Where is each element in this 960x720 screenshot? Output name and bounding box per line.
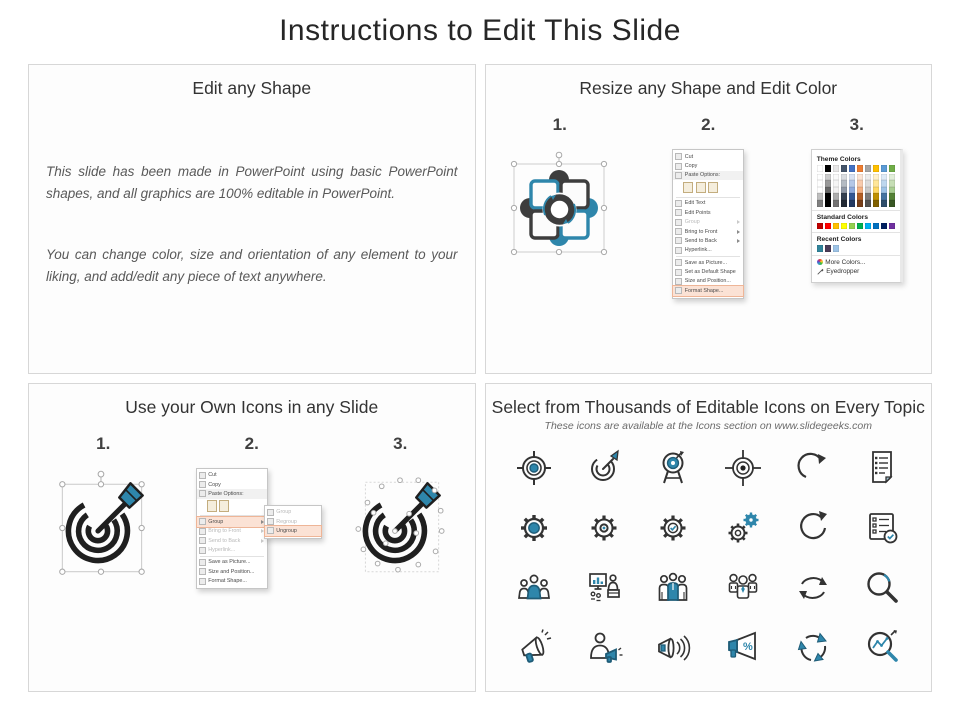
target-icon-ungrouped bbox=[344, 468, 456, 590]
color-swatch[interactable] bbox=[833, 223, 840, 230]
recent-colors-row bbox=[817, 245, 895, 252]
resize-step-3 bbox=[783, 115, 932, 299]
panel-own-icons bbox=[28, 383, 476, 693]
target-crosshair-icon bbox=[514, 448, 554, 488]
paste-picture-icon[interactable] bbox=[708, 182, 718, 194]
menu-item-label: Hyperlink... bbox=[684, 247, 712, 254]
team-icon bbox=[653, 568, 693, 608]
color-tint-swatch[interactable] bbox=[857, 187, 864, 194]
color-swatch[interactable] bbox=[833, 165, 840, 172]
more-colors-item[interactable] bbox=[817, 259, 895, 266]
page-title: Instructions to Edit This Slide bbox=[279, 14, 681, 47]
color-swatch[interactable] bbox=[833, 245, 840, 252]
target-board-icon bbox=[653, 448, 693, 488]
color-tint-swatch[interactable] bbox=[881, 187, 888, 194]
color-swatch[interactable] bbox=[865, 165, 872, 172]
regroup-icon bbox=[267, 518, 274, 525]
menu-item-bring-to-front[interactable] bbox=[673, 227, 743, 236]
color-swatch[interactable] bbox=[881, 165, 888, 172]
panel-edit-shape bbox=[28, 64, 476, 374]
menu-item-paste-options[interactable] bbox=[673, 171, 743, 180]
panel-resize-shape bbox=[485, 64, 933, 374]
color-swatch[interactable] bbox=[849, 223, 856, 230]
svg-text:%: % bbox=[743, 640, 753, 653]
cut-icon bbox=[199, 472, 206, 479]
color-tint-swatch[interactable] bbox=[873, 200, 880, 207]
color-tint-swatch[interactable] bbox=[817, 187, 824, 194]
color-tint-swatch[interactable] bbox=[865, 187, 872, 194]
color-tint-swatch[interactable] bbox=[833, 174, 840, 181]
icon-grid bbox=[500, 438, 918, 678]
menu-item-send-to-back bbox=[197, 536, 267, 545]
color-swatch[interactable] bbox=[873, 165, 880, 172]
step-number: 2. bbox=[701, 115, 716, 134]
color-tint-swatch[interactable] bbox=[849, 174, 856, 181]
menu-item-group bbox=[673, 217, 743, 226]
submenu-item-regroup bbox=[265, 517, 321, 526]
paste-picture-icon[interactable] bbox=[219, 500, 229, 512]
menu-item-hyperlink bbox=[197, 545, 267, 554]
color-tint-swatch[interactable] bbox=[857, 180, 864, 187]
color-tint-swatch[interactable] bbox=[849, 187, 856, 194]
menu-item-label: Group bbox=[208, 518, 224, 525]
color-swatch[interactable] bbox=[825, 245, 832, 252]
color-tint-swatch[interactable] bbox=[873, 187, 880, 194]
color-tint-swatch[interactable] bbox=[873, 174, 880, 181]
people-group-icon bbox=[514, 568, 554, 608]
context-menu bbox=[672, 149, 744, 299]
theme-colors-row bbox=[817, 165, 895, 172]
refresh-arrow-icon bbox=[793, 508, 833, 548]
menu-item-save-as-picture[interactable] bbox=[673, 258, 743, 267]
color-tint-swatch[interactable] bbox=[889, 200, 896, 207]
panel-resize-shape-title: Resize any Shape and Edit Color bbox=[579, 78, 838, 98]
submenu-arrow-icon bbox=[737, 220, 740, 224]
paste-keep-formatting-icon[interactable] bbox=[207, 500, 217, 512]
color-tint-swatch[interactable] bbox=[865, 193, 872, 200]
menu-item-cut[interactable] bbox=[197, 471, 267, 480]
edit-shape-paragraph-1: This slide has been made in PowerPoint using basic PowerPoint shapes, and all graphics are 100% editable in PowerPoint. bbox=[46, 164, 458, 201]
menu-item-send-to-back[interactable] bbox=[673, 236, 743, 245]
audience-icon bbox=[723, 568, 763, 608]
send-to-back-icon bbox=[199, 537, 206, 544]
menu-separator bbox=[200, 556, 264, 557]
menu-separator bbox=[676, 256, 740, 257]
menu-separator bbox=[200, 515, 264, 516]
color-swatch[interactable] bbox=[817, 165, 824, 172]
step-number: 3. bbox=[393, 433, 408, 453]
color-tint-swatch[interactable] bbox=[849, 200, 856, 207]
color-swatch[interactable] bbox=[825, 223, 832, 230]
panels-grid bbox=[28, 64, 932, 692]
menu-item-label: Bring to Front bbox=[208, 528, 241, 535]
group-submenu bbox=[264, 505, 322, 539]
color-tint-swatch[interactable] bbox=[817, 200, 824, 207]
panel-icon-library-subtitle: These icons are available at the Icons section on www.slidegeeks.com bbox=[544, 419, 872, 432]
announcer-icon bbox=[584, 628, 624, 668]
own-icons-step-1 bbox=[29, 434, 178, 590]
menu-item-label: Regroup bbox=[276, 518, 297, 525]
menu-item-label: Paste Options: bbox=[208, 490, 244, 497]
gear-filled-icon bbox=[514, 508, 554, 548]
menu-separator bbox=[676, 197, 740, 198]
menu-item-group[interactable] bbox=[197, 517, 267, 526]
panel-icon-library bbox=[485, 383, 933, 693]
resize-step-2 bbox=[634, 115, 783, 299]
menu-item-label: Paste Options: bbox=[684, 172, 721, 179]
color-tint-swatch[interactable] bbox=[833, 180, 840, 187]
menu-item-set-default-shape[interactable] bbox=[673, 267, 743, 276]
menu-item-label: Edit Text bbox=[684, 200, 706, 207]
color-swatch[interactable] bbox=[841, 165, 848, 172]
color-tint-swatch[interactable] bbox=[889, 174, 896, 181]
color-tint-swatch[interactable] bbox=[833, 193, 840, 200]
menu-item-copy[interactable] bbox=[673, 161, 743, 170]
paste-options-row bbox=[197, 499, 267, 515]
menu-item-format-shape[interactable] bbox=[197, 577, 267, 586]
menu-item-format-shape[interactable] bbox=[673, 286, 743, 295]
menu-item-label: Cut bbox=[208, 472, 217, 479]
color-tint-swatch[interactable] bbox=[841, 180, 848, 187]
color-tint-swatch[interactable] bbox=[889, 180, 896, 187]
more-colors-label: More Colors... bbox=[825, 258, 866, 266]
resize-steps bbox=[486, 115, 932, 299]
task-checklist-icon bbox=[862, 508, 902, 548]
recent-colors-label: Recent Colors bbox=[816, 236, 862, 244]
color-tint-swatch[interactable] bbox=[841, 193, 848, 200]
group-context-menu bbox=[196, 468, 297, 589]
copy-icon bbox=[675, 163, 682, 170]
magnifier-icon bbox=[862, 568, 902, 608]
menu-item-save-as-picture[interactable] bbox=[197, 558, 267, 567]
menu-item-label: Hyperlink... bbox=[208, 547, 236, 554]
menu-item-label: Save as Picture... bbox=[208, 559, 251, 566]
panel-icon-library-title: Select from Thousands of Editable Icons on Every Topic bbox=[491, 396, 925, 417]
submenu-arrow-icon bbox=[737, 239, 740, 243]
rotate-arrow-icon bbox=[793, 448, 833, 488]
document-checklist-icon bbox=[862, 448, 902, 488]
color-swatch[interactable] bbox=[825, 165, 832, 172]
save-picture-icon bbox=[675, 259, 682, 266]
color-swatch[interactable] bbox=[841, 223, 848, 230]
color-tint-swatch[interactable] bbox=[857, 193, 864, 200]
menu-item-label: Size and Position... bbox=[208, 568, 255, 575]
more-colors-icon bbox=[817, 259, 823, 265]
panel-edit-shape-title: Edit any Shape bbox=[192, 78, 312, 98]
ungroup-icon bbox=[267, 527, 274, 534]
analytics-magnifier-icon bbox=[862, 628, 902, 668]
paste-icon bbox=[675, 172, 682, 179]
edit-shape-paragraph-2: You can change color, size and orientation of any element to your liking, and add/edit any piece of text anywhere. bbox=[46, 247, 458, 284]
size-position-icon bbox=[675, 278, 682, 285]
step-number: 2. bbox=[244, 433, 259, 453]
target-icon-grouped bbox=[47, 468, 159, 590]
color-tint-swatch[interactable] bbox=[825, 200, 832, 207]
theme-colors-label: Theme Colors bbox=[816, 156, 861, 163]
menu-item-label: Copy bbox=[208, 481, 221, 488]
menu-item-edit-text[interactable] bbox=[673, 199, 743, 208]
menu-item-edit-points[interactable] bbox=[673, 208, 743, 217]
menu-item-label: Bring to Front bbox=[684, 228, 718, 235]
color-tint-swatch[interactable] bbox=[873, 193, 880, 200]
submenu-arrow-icon bbox=[737, 230, 740, 234]
menu-item-label: Edit Points bbox=[684, 209, 711, 216]
cut-icon bbox=[675, 153, 682, 160]
color-swatch[interactable] bbox=[865, 223, 872, 230]
color-tint-swatch[interactable] bbox=[841, 187, 848, 194]
edit-text-icon bbox=[675, 200, 682, 207]
color-tint-swatch[interactable] bbox=[865, 174, 872, 181]
color-tint-swatch[interactable] bbox=[881, 174, 888, 181]
color-tint-swatch[interactable] bbox=[817, 193, 824, 200]
resize-step-1 bbox=[486, 115, 635, 299]
menu-item-label: Format Shape... bbox=[684, 287, 724, 294]
menu-item-label: Copy bbox=[684, 163, 698, 170]
default-shape-icon bbox=[675, 269, 682, 276]
color-tint-swatch[interactable] bbox=[857, 200, 864, 207]
menu-item-label: Set as Default Shape bbox=[684, 269, 736, 276]
hyperlink-icon bbox=[675, 247, 682, 254]
menu-item-label: Ungroup bbox=[276, 527, 297, 534]
format-shape-icon bbox=[199, 578, 206, 585]
submenu-arrow-icon bbox=[261, 539, 264, 543]
color-tint-swatch[interactable] bbox=[889, 193, 896, 200]
bring-to-front-icon bbox=[199, 528, 206, 535]
menu-item-size-position[interactable] bbox=[197, 567, 267, 576]
color-swatch[interactable] bbox=[881, 223, 888, 230]
paste-options-row bbox=[673, 180, 743, 196]
submenu-item-ungroup[interactable] bbox=[265, 526, 321, 535]
paste-merge-formatting-icon[interactable] bbox=[696, 182, 706, 194]
menu-item-label: Group bbox=[684, 219, 700, 226]
color-swatch[interactable] bbox=[889, 165, 896, 172]
gear-check-icon bbox=[653, 508, 693, 548]
eyedropper-label: Eyedropper bbox=[826, 268, 860, 276]
picker-divider bbox=[812, 210, 900, 211]
target-dart-icon bbox=[584, 448, 624, 488]
theme-tints-grid bbox=[817, 174, 895, 207]
color-tint-swatch[interactable] bbox=[817, 180, 824, 187]
own-icons-steps bbox=[29, 434, 475, 590]
standard-colors-row bbox=[817, 223, 895, 230]
color-tint-swatch[interactable] bbox=[881, 180, 888, 187]
color-tint-swatch[interactable] bbox=[865, 200, 872, 207]
picker-divider bbox=[812, 255, 900, 256]
paste-icon bbox=[199, 490, 206, 497]
color-swatch[interactable] bbox=[857, 165, 864, 172]
size-position-icon bbox=[199, 568, 206, 575]
submenu-item-group bbox=[265, 508, 321, 517]
color-picker bbox=[811, 149, 903, 283]
megaphone-icon bbox=[514, 628, 554, 668]
color-tint-swatch[interactable] bbox=[825, 174, 832, 181]
color-tint-swatch[interactable] bbox=[825, 187, 832, 194]
color-tint-swatch[interactable] bbox=[889, 187, 896, 194]
menu-item-label: Cut bbox=[684, 153, 694, 160]
panel-own-icons-title: Use your Own Icons in any Slide bbox=[125, 396, 379, 417]
color-tint-swatch[interactable] bbox=[865, 180, 872, 187]
menu-item-size-position[interactable] bbox=[673, 277, 743, 286]
standard-colors-label: Standard Colors bbox=[816, 213, 869, 221]
color-swatch[interactable] bbox=[817, 245, 824, 252]
eyedropper-item[interactable] bbox=[817, 268, 895, 275]
color-tint-swatch[interactable] bbox=[841, 200, 848, 207]
group-icon bbox=[675, 219, 682, 226]
menu-item-label: Send to Back bbox=[208, 537, 241, 544]
menu-item-label: Send to Back bbox=[684, 237, 717, 244]
menu-item-bring-to-front bbox=[197, 527, 267, 536]
gear-icon bbox=[584, 508, 624, 548]
color-tint-swatch[interactable] bbox=[833, 187, 840, 194]
menu-item-cut[interactable] bbox=[673, 152, 743, 161]
cycle-arrows-icon bbox=[793, 628, 833, 668]
menu-item-copy[interactable] bbox=[197, 480, 267, 489]
selected-shape-graphic bbox=[501, 149, 619, 269]
menu-item-label: Format Shape... bbox=[208, 578, 247, 585]
color-tint-swatch[interactable] bbox=[857, 174, 864, 181]
color-tint-swatch[interactable] bbox=[825, 180, 832, 187]
color-swatch[interactable] bbox=[873, 223, 880, 230]
group-icon bbox=[267, 509, 274, 516]
menu-item-hyperlink[interactable] bbox=[673, 246, 743, 255]
step-number: 1. bbox=[552, 115, 567, 134]
group-icon bbox=[199, 518, 206, 525]
color-swatch[interactable] bbox=[849, 165, 856, 172]
megaphone-sound-icon bbox=[653, 628, 693, 668]
color-tint-swatch[interactable] bbox=[881, 193, 888, 200]
own-icons-step-2 bbox=[178, 434, 327, 590]
bring-to-front-icon bbox=[675, 228, 682, 235]
menu-item-label: Size and Position... bbox=[684, 278, 731, 285]
edit-points-icon bbox=[675, 209, 682, 216]
save-picture-icon bbox=[199, 559, 206, 566]
format-shape-icon bbox=[675, 287, 682, 294]
color-tint-swatch[interactable] bbox=[849, 180, 856, 187]
color-tint-swatch[interactable] bbox=[833, 200, 840, 207]
paste-keep-formatting-icon[interactable] bbox=[683, 182, 693, 194]
menu-item-paste-options[interactable] bbox=[197, 489, 267, 498]
picker-divider bbox=[812, 232, 900, 233]
color-tint-swatch[interactable] bbox=[849, 193, 856, 200]
menu-item-label: Save as Picture... bbox=[684, 259, 727, 266]
sync-arrows-icon bbox=[793, 568, 833, 608]
color-tint-swatch[interactable] bbox=[817, 174, 824, 181]
copy-icon bbox=[199, 481, 206, 488]
megaphone-offer-icon bbox=[723, 628, 763, 668]
menu-item-label: Group bbox=[276, 509, 292, 516]
eyedropper-icon bbox=[817, 268, 824, 275]
gears-pair-icon bbox=[723, 508, 763, 548]
step-number: 1. bbox=[96, 433, 111, 453]
color-swatch[interactable] bbox=[817, 223, 824, 230]
color-tint-swatch[interactable] bbox=[841, 174, 848, 181]
color-swatch[interactable] bbox=[889, 223, 896, 230]
step-number: 3. bbox=[849, 115, 864, 134]
color-tint-swatch[interactable] bbox=[881, 200, 888, 207]
color-swatch[interactable] bbox=[857, 223, 864, 230]
color-tint-swatch[interactable] bbox=[825, 193, 832, 200]
hyperlink-icon bbox=[199, 547, 206, 554]
presentation-training-icon bbox=[584, 568, 624, 608]
color-tint-swatch[interactable] bbox=[873, 180, 880, 187]
own-icons-step-3 bbox=[326, 434, 475, 590]
send-to-back-icon bbox=[675, 237, 682, 244]
crosshair-dot-icon bbox=[723, 448, 763, 488]
